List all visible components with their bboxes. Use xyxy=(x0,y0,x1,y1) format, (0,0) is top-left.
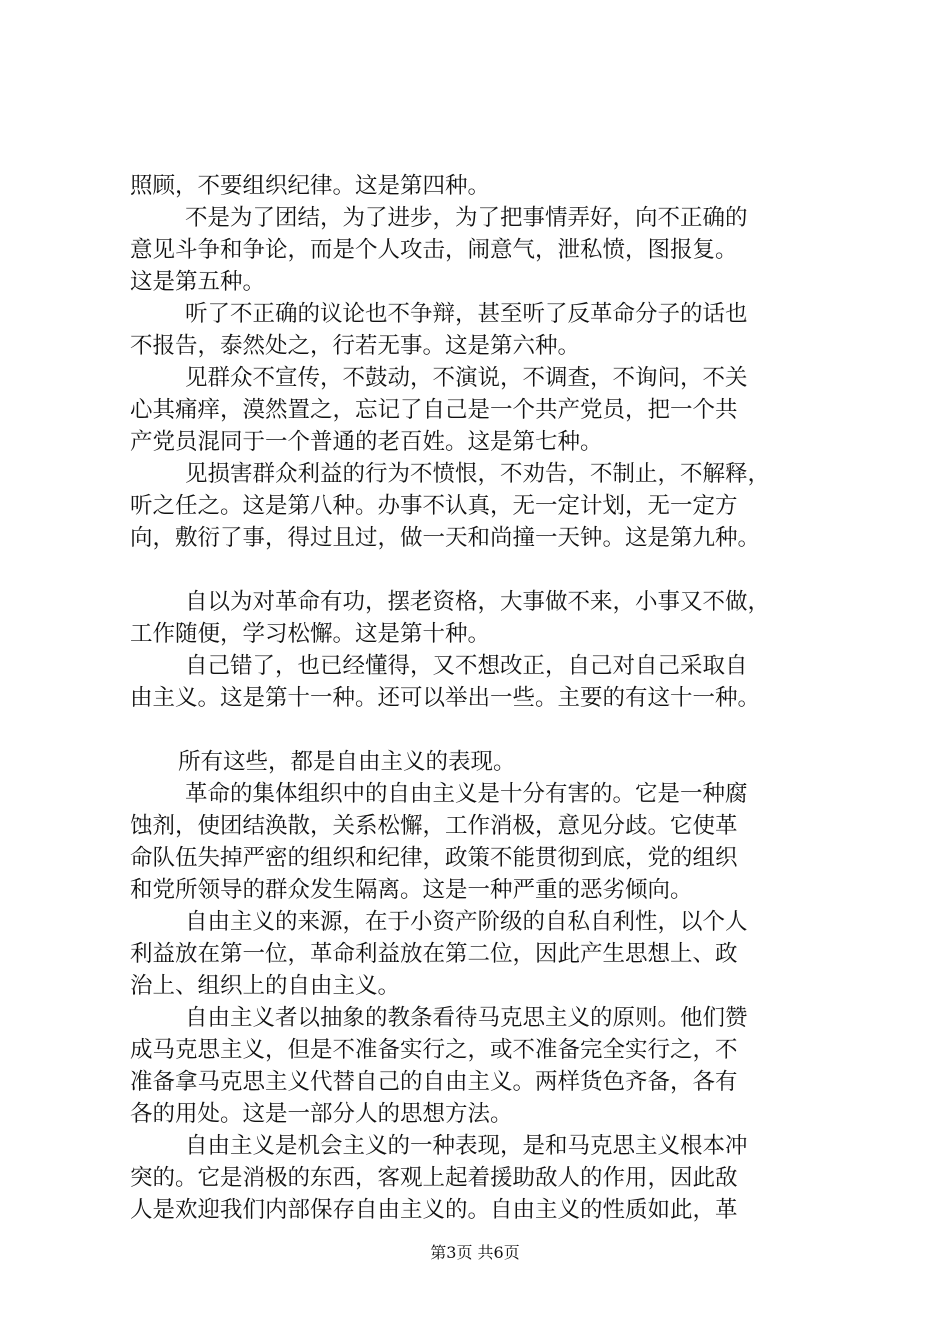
text-line: 自由主义是机会主义的一种表现，是和马克思主义根本冲 xyxy=(185,1133,748,1159)
text-line: 见群众不宣传，不鼓动，不演说，不调查，不询问，不关 xyxy=(185,365,748,391)
text-line: 意见斗争和争论，而是个人攻击，闹意气，泄私愤，图报复。 xyxy=(130,237,738,263)
text-line: 工作随便，学习松懈。这是第十种。 xyxy=(130,621,491,647)
text-line: 这是第五种。 xyxy=(130,269,266,295)
text-line: 利益放在第一位，革命利益放在第二位，因此产生思想上、政 xyxy=(130,941,738,967)
text-line: 产党员混同于一个普通的老百姓。这是第七种。 xyxy=(130,429,603,455)
text-line: 治上、组织上的自由主义。 xyxy=(130,973,401,999)
text-line: 成马克思主义，但是不准备实行之，或不准备完全实行之，不 xyxy=(130,1037,738,1063)
text-line: 各的用处。这是一部分人的思想方法。 xyxy=(130,1101,513,1127)
text-line: 和党所领导的群众发生隔离。这是一种严重的恶劣倾向。 xyxy=(130,877,693,903)
text-line: 自由主义的来源，在于小资产阶级的自私自利性，以个人 xyxy=(185,909,748,935)
text-line: 蚀剂，使团结涣散，关系松懈，工作消极，意见分歧。它使革 xyxy=(130,813,738,839)
blank-line xyxy=(130,714,840,746)
text-line: 自由主义者以抽象的教条看待马克思主义的原则。他们赞 xyxy=(185,1005,748,1031)
text-line: 突的。它是消极的东西，客观上起着援助敌人的作用，因此敌 xyxy=(130,1165,738,1191)
text-line: 听之任之。这是第八种。办事不认真，无一定计划，无一定方 xyxy=(130,493,738,519)
text-line: 人是欢迎我们内部保存自由主义的。自由主义的性质如此，革 xyxy=(130,1197,738,1223)
text-line: 准备拿马克思主义代替自己的自由主义。两样货色齐备，各有 xyxy=(130,1069,738,1095)
text-line: 不报告，泰然处之，行若无事。这是第六种。 xyxy=(130,333,581,359)
document-body xyxy=(130,170,840,1226)
text-line: 向，敷衍了事，得过且过，做一天和尚撞一天钟。这是第九种。 xyxy=(130,525,761,551)
text-line: 听了不正确的议论也不争辩，甚至听了反革命分子的话也 xyxy=(185,301,748,327)
text-line: 心其痛痒，漠然置之，忘记了自己是一个共产党员，把一个共 xyxy=(130,397,738,423)
text-line: 不是为了团结，为了进步，为了把事情弄好，向不正确的 xyxy=(185,205,748,231)
text-line: 所有这些，都是自由主义的表现。 xyxy=(178,749,516,775)
text-line: 照顾，不要组织纪律。这是第四种。 xyxy=(130,173,491,199)
text-line: 见损害群众利益的行为不愤恨，不劝告，不制止，不解释， xyxy=(185,461,771,487)
text-line: 自以为对革命有功，摆老资格，大事做不来，小事又不做， xyxy=(185,589,771,615)
text-line: 命队伍失掉严密的组织和纪律，政策不能贯彻到底，党的组织 xyxy=(130,845,738,871)
text-line: 由主义。这是第十一种。还可以举出一些。主要的有这十一种。 xyxy=(130,685,761,711)
text-line: 自己错了，也已经懂得，又不想改正，自己对自己采取自 xyxy=(185,653,748,679)
page-number-footer: 第3页 共6页 xyxy=(430,1243,520,1262)
text-line: 革命的集体组织中的自由主义是十分有害的。它是一种腐 xyxy=(185,781,748,807)
blank-line xyxy=(130,554,840,586)
